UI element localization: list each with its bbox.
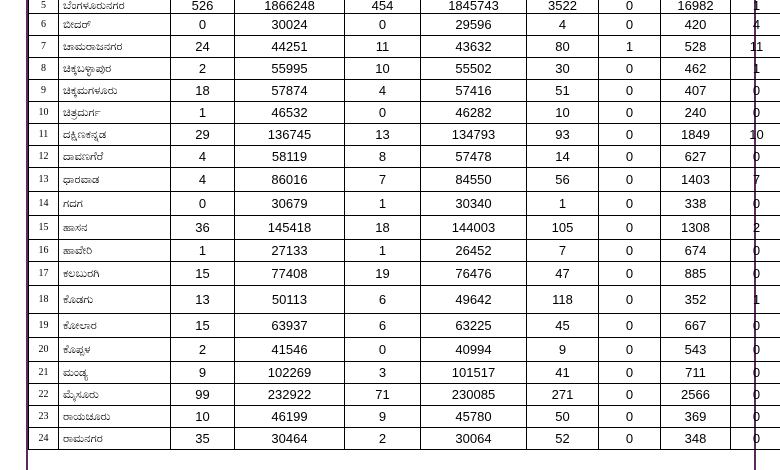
value-cell-col-4: 101517 [421,362,527,384]
value-cell-col-2: 41546 [235,338,345,362]
serial-number-cell: 8 [29,58,59,80]
table-row [29,0,780,14]
value-cell-col-3: 6 [345,286,421,314]
value-cell-col-3: 6 [345,314,421,338]
table-row [29,428,780,450]
value-cell-col-8: 10 [731,124,780,146]
value-cell-col-6: 0 [599,58,661,80]
value-cell-col-4: 84550 [421,168,527,192]
value-cell-col-5: 52 [527,428,599,450]
value-cell-col-6: 0 [599,146,661,168]
value-cell-col-4: 134793 [421,124,527,146]
value-cell-col-1: 0 [171,192,235,216]
value-cell-col-3: 0 [345,14,421,36]
value-cell-col-5: 7 [527,240,599,262]
value-cell-col-7: 667 [661,314,731,338]
district-name-cell: ಗದಗ [59,192,171,216]
value-cell-col-8: 0 [731,146,780,168]
table-row [29,262,780,286]
value-cell-col-1: 29 [171,124,235,146]
value-cell-col-8: 2 [731,216,780,240]
value-cell-col-3: 7 [345,168,421,192]
value-cell-col-2: 30464 [235,428,345,450]
value-cell-col-4: 43632 [421,36,527,58]
district-name-cell: ಧಾರವಾಡ [59,168,171,192]
serial-number-cell: 23 [29,406,59,428]
value-cell-col-1: 15 [171,262,235,286]
value-cell-col-1: 24 [171,36,235,58]
value-cell-col-3: 3 [345,362,421,384]
value-cell-col-2: 27133 [235,240,345,262]
value-cell-col-6: 0 [599,362,661,384]
value-cell-col-8: 1 [731,286,780,314]
value-cell-col-2: 44251 [235,36,345,58]
district-name-cell: ಮಂಡ್ಯ [59,362,171,384]
value-cell-col-7: 1308 [661,216,731,240]
value-cell-col-4: 40994 [421,338,527,362]
value-cell-col-8: 0 [731,428,780,450]
value-cell-col-7: 2566 [661,384,731,406]
value-cell-col-6: 0 [599,168,661,192]
value-cell-col-1: 2 [171,338,235,362]
value-cell-col-4: 30064 [421,428,527,450]
value-cell-col-1: 1 [171,240,235,262]
value-cell-col-7: 711 [661,362,731,384]
value-cell-col-6: 0 [599,14,661,36]
value-cell-col-2: 63937 [235,314,345,338]
district-name-cell: ದಾವಣಗೆರೆ [59,146,171,168]
table-row [29,102,780,124]
value-cell-col-2: 1866248 [235,0,345,14]
value-cell-col-8: 1 [731,58,780,80]
value-cell-col-7: 407 [661,80,731,102]
value-cell-col-2: 58119 [235,146,345,168]
district-name-cell: ಕೊಡಗು [59,286,171,314]
serial-number-cell: 12 [29,146,59,168]
serial-number-cell: 5 [29,0,59,14]
value-cell-col-6: 0 [599,216,661,240]
value-cell-col-8: 0 [731,406,780,428]
value-cell-col-2: 77408 [235,262,345,286]
table-row [29,124,780,146]
value-cell-col-8: 7 [731,168,780,192]
value-cell-col-7: 352 [661,286,731,314]
value-cell-col-6: 0 [599,406,661,428]
value-cell-col-7: 16982 [661,0,731,14]
value-cell-col-3: 0 [345,338,421,362]
value-cell-col-7: 462 [661,58,731,80]
value-cell-col-5: 50 [527,406,599,428]
serial-number-cell: 18 [29,286,59,314]
value-cell-col-1: 526 [171,0,235,14]
value-cell-col-5: 10 [527,102,599,124]
serial-number-cell: 11 [29,124,59,146]
serial-number-cell: 17 [29,262,59,286]
value-cell-col-5: 3522 [527,0,599,14]
value-cell-col-7: 1403 [661,168,731,192]
value-cell-col-6: 1 [599,36,661,58]
value-cell-col-3: 11 [345,36,421,58]
value-cell-col-2: 46199 [235,406,345,428]
value-cell-col-1: 99 [171,384,235,406]
value-cell-col-7: 674 [661,240,731,262]
value-cell-col-6: 0 [599,0,661,14]
value-cell-col-3: 19 [345,262,421,286]
district-name-cell: ಕೋಲಾರ [59,314,171,338]
value-cell-col-5: 105 [527,216,599,240]
value-cell-col-5: 30 [527,58,599,80]
value-cell-col-8: 0 [731,384,780,406]
value-cell-col-7: 338 [661,192,731,216]
value-cell-col-5: 56 [527,168,599,192]
table-row [29,362,780,384]
value-cell-col-1: 1 [171,102,235,124]
table-row [29,192,780,216]
value-cell-col-3: 18 [345,216,421,240]
district-name-cell: ಚಿಕ್ಕಮಗಳೂರು [59,80,171,102]
value-cell-col-3: 1 [345,192,421,216]
value-cell-col-2: 30024 [235,14,345,36]
table-row [29,216,780,240]
value-cell-col-8: 0 [731,240,780,262]
table-row [29,36,780,58]
table-row [29,314,780,338]
value-cell-col-1: 10 [171,406,235,428]
page-border-left [0,0,28,470]
value-cell-col-1: 0 [171,14,235,36]
value-cell-col-7: 543 [661,338,731,362]
value-cell-col-4: 1845743 [421,0,527,14]
value-cell-col-4: 45780 [421,406,527,428]
value-cell-col-4: 29596 [421,14,527,36]
value-cell-col-2: 57874 [235,80,345,102]
table-row [29,406,780,428]
value-cell-col-6: 0 [599,262,661,286]
value-cell-col-7: 528 [661,36,731,58]
value-cell-col-4: 76476 [421,262,527,286]
value-cell-col-8: 1 [731,0,780,14]
district-name-cell: ಚಿತ್ರದುರ್ಗ [59,102,171,124]
district-name-cell: ಚಾಮರಾಜನಗರ [59,36,171,58]
district-name-cell: ಚಿಕ್ಕಬಳ್ಳಾಪುರ [59,58,171,80]
value-cell-col-8: 4 [731,14,780,36]
value-cell-col-7: 627 [661,146,731,168]
value-cell-col-2: 136745 [235,124,345,146]
value-cell-col-5: 118 [527,286,599,314]
value-cell-col-3: 13 [345,124,421,146]
value-cell-col-6: 0 [599,240,661,262]
serial-number-cell: 14 [29,192,59,216]
table-row [29,338,780,362]
value-cell-col-8: 0 [731,192,780,216]
value-cell-col-1: 4 [171,146,235,168]
serial-number-cell: 19 [29,314,59,338]
value-cell-col-4: 49642 [421,286,527,314]
table-row [29,80,780,102]
value-cell-col-1: 36 [171,216,235,240]
value-cell-col-4: 57416 [421,80,527,102]
value-cell-col-8: 0 [731,314,780,338]
value-cell-col-4: 55502 [421,58,527,80]
value-cell-col-2: 30679 [235,192,345,216]
value-cell-col-6: 0 [599,428,661,450]
district-name-cell: ರಾಯಚೂರು [59,406,171,428]
value-cell-col-8: 0 [731,80,780,102]
value-cell-col-2: 102269 [235,362,345,384]
value-cell-col-6: 0 [599,384,661,406]
value-cell-col-7: 885 [661,262,731,286]
value-cell-col-1: 15 [171,314,235,338]
value-cell-col-2: 46532 [235,102,345,124]
value-cell-col-7: 240 [661,102,731,124]
value-cell-col-4: 57478 [421,146,527,168]
table-row [29,240,780,262]
value-cell-col-2: 50113 [235,286,345,314]
serial-number-cell: 20 [29,338,59,362]
value-cell-col-5: 80 [527,36,599,58]
value-cell-col-3: 10 [345,58,421,80]
value-cell-col-4: 30340 [421,192,527,216]
table-row [29,14,780,36]
serial-number-cell: 24 [29,428,59,450]
value-cell-col-6: 0 [599,314,661,338]
value-cell-col-5: 45 [527,314,599,338]
serial-number-cell: 15 [29,216,59,240]
value-cell-col-3: 8 [345,146,421,168]
value-cell-col-7: 348 [661,428,731,450]
value-cell-col-7: 1849 [661,124,731,146]
value-cell-col-4: 63225 [421,314,527,338]
value-cell-col-6: 0 [599,124,661,146]
district-name-cell: ಕೊಪ್ಪಳ [59,338,171,362]
value-cell-col-1: 9 [171,362,235,384]
value-cell-col-2: 86016 [235,168,345,192]
serial-number-cell: 7 [29,36,59,58]
table-row [29,286,780,314]
value-cell-col-5: 9 [527,338,599,362]
district-name-cell: ಕಲಬುರಗಿ [59,262,171,286]
district-name-cell: ಹಾವೇರಿ [59,240,171,262]
value-cell-col-2: 145418 [235,216,345,240]
value-cell-col-8: 11 [731,36,780,58]
value-cell-col-2: 232922 [235,384,345,406]
table-row [29,146,780,168]
value-cell-col-8: 0 [731,102,780,124]
value-cell-col-4: 26452 [421,240,527,262]
value-cell-col-3: 0 [345,102,421,124]
value-cell-col-5: 1 [527,192,599,216]
table-row [29,384,780,406]
value-cell-col-3: 71 [345,384,421,406]
value-cell-col-2: 55995 [235,58,345,80]
serial-number-cell: 6 [29,14,59,36]
district-name-cell: ಬೆಂಗಳೂರುನಗರ [59,0,171,14]
value-cell-col-1: 13 [171,286,235,314]
value-cell-col-6: 0 [599,80,661,102]
serial-number-cell: 10 [29,102,59,124]
value-cell-col-1: 4 [171,168,235,192]
value-cell-col-6: 0 [599,338,661,362]
district-name-cell: ರಾಮನಗರ [59,428,171,450]
value-cell-col-1: 18 [171,80,235,102]
value-cell-col-4: 230085 [421,384,527,406]
value-cell-col-4: 144003 [421,216,527,240]
serial-number-cell: 9 [29,80,59,102]
value-cell-col-3: 2 [345,428,421,450]
value-cell-col-7: 420 [661,14,731,36]
serial-number-cell: 22 [29,384,59,406]
serial-number-cell: 13 [29,168,59,192]
value-cell-col-5: 4 [527,14,599,36]
value-cell-col-5: 51 [527,80,599,102]
value-cell-col-6: 0 [599,102,661,124]
value-cell-col-5: 93 [527,124,599,146]
value-cell-col-5: 47 [527,262,599,286]
value-cell-col-5: 14 [527,146,599,168]
value-cell-col-3: 4 [345,80,421,102]
value-cell-col-6: 0 [599,286,661,314]
table-row [29,168,780,192]
table-row [29,58,780,80]
value-cell-col-8: 0 [731,338,780,362]
value-cell-col-6: 0 [599,192,661,216]
value-cell-col-7: 369 [661,406,731,428]
value-cell-col-4: 46282 [421,102,527,124]
district-name-cell: ಮೈಸೂರು [59,384,171,406]
value-cell-col-5: 41 [527,362,599,384]
district-data-table [28,0,780,450]
value-cell-col-5: 271 [527,384,599,406]
value-cell-col-8: 0 [731,262,780,286]
value-cell-col-3: 9 [345,406,421,428]
value-cell-col-1: 2 [171,58,235,80]
serial-number-cell: 16 [29,240,59,262]
value-cell-col-8: 0 [731,362,780,384]
serial-number-cell: 21 [29,362,59,384]
value-cell-col-1: 35 [171,428,235,450]
district-name-cell: ಬೀದರ್ [59,14,171,36]
value-cell-col-3: 454 [345,0,421,14]
value-cell-col-3: 1 [345,240,421,262]
district-name-cell: ಹಾಸನ [59,216,171,240]
district-name-cell: ದಕ್ಷಿಣಕನ್ನಡ [59,124,171,146]
